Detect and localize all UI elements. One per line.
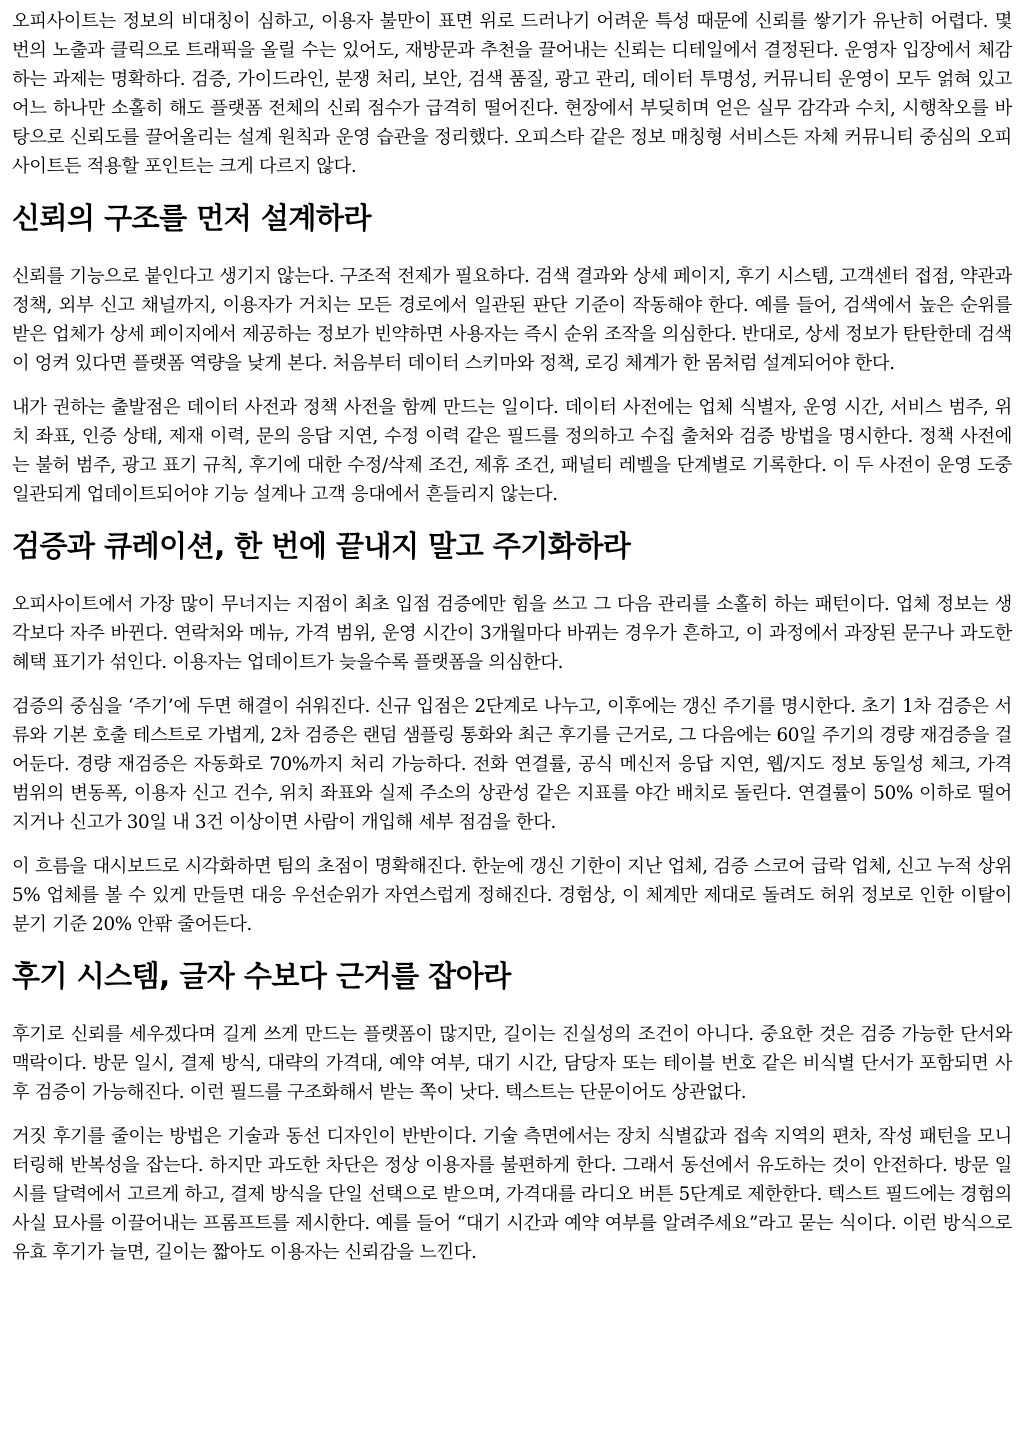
- section-heading-trust-structure: 신뢰의 구조를 먼저 설계하라: [12, 201, 371, 235]
- section-paragraph: 거짓 후기를 줄이는 방법은 기술과 동선 디자인이 반반이다. 기술 측면에서는 장치 식별값과 접속 지역의 편차, 작성 패턴을 모니터링해 반복성을 잡는다. 하지만 과도한 차단은 정상 이용자를 불편하게 한다. 그래서 동선에서 유도하는 것이 안전하다. 방문 일시를 달력에서 고르게 하고, 결제 방식을 단일 선택으로 받으며, 가격대를 라디오 버튼 5단계로 제한한다. 텍스트 필드에는 경험의 사실 묘사를 이끌어내는 프롬프트를 제시한다. 예를 들어 “대기 시간과 예약 여부를 알려주세요”라고 묻는 식이다. 이런 방식으로 유효 후기가 늘면, 길이는 짧아도 이용자는 신뢰감을 느낀다.: [12, 1126, 1012, 1263]
- section-paragraph: 내가 권하는 출발점은 데이터 사전과 정책 사전을 함께 만드는 일이다. 데이터 사전에는 업체 식별자, 운영 시간, 서비스 범주, 위치 좌표, 인증 상태, 제재 이력, 문의 응답 지연, 수정 이력 같은 필드를 정의하고 수집 출처와 검증 방법을 명시한다. 정책 사전에는 불허 범주, 광고 표기 규칙, 후기에 대한 수정/삭제 조건, 제휴 조건, 패널티 레벨을 단계별로 기록한다. 이 두 사전이 운영 도중 일관되게 업데이트되어야 기능 설계나 고객 응대에서 흔들리지 않는다.: [12, 397, 1012, 505]
- intro-paragraph: 오피사이트는 정보의 비대칭이 심하고, 이용자 불만이 표면 위로 드러나기 어려운 특성 때문에 신뢰를 쌓기가 유난히 어렵다. 몇 번의 노출과 클릭으로 트래픽을 올릴 수는 있어도, 재방문과 추천을 끌어내는 신뢰는 디테일에서 결정된다. 운영자 입장에서 체감하는 과제는 명확하다. 검증, 가이드라인, 분쟁 처리, 보안, 검색 품질, 광고 관리, 데이터 투명성, 커뮤니티 운영이 모두 얽혀 있고 어느 하나만 소홀히 해도 플랫폼 전체의 신뢰 점수가 급격히 떨어진다. 현장에서 부딪히며 얻은 실무 감각과 수치, 시행착오를 바탕으로 신뢰도를 끌어올리는 설계 원칙과 운영 습관을 정리했다. 오피스타 같은 정보 매칭형 서비스든 자체 커뮤니티 중심의 오피사이트든 적용할 포인트는 크게 다르지 않다.: [12, 11, 1012, 177]
- section-paragraph: 검증의 중심을 ‘주기’에 두면 해결이 쉬워진다. 신규 입점은 2단계로 나누고, 이후에는 갱신 주기를 명시한다. 초기 1차 검증은 서류와 기본 호출 테스트로 가볍게, 2차 검증은 랜덤 샘플링 통화와 최근 후기를 근거로, 그 다음에는 60일 주기의 경량 재검증을 걸어둔다. 경량 재검증은 자동화로 70%까지 처리 가능하다. 전화 연결률, 공식 메신저 응답 지연, 웹/지도 정보 동일성 체크, 가격 범위의 변동폭, 이용자 신고 건수, 위치 좌표와 실제 주소의 상관성 같은 지표를 야간 배치로 돌린다. 연결률이 50% 이하로 떨어지거나 신고가 30일 내 3건 이상이면 사람이 개입해 세부 점검을 한다.: [12, 696, 1012, 833]
- section-heading-review-system: 후기 시스템, 글자 수보다 근거를 잡아라: [12, 959, 511, 993]
- section-paragraph: 신뢰를 기능으로 붙인다고 생기지 않는다. 구조적 전제가 필요하다. 검색 결과와 상세 페이지, 후기 시스템, 고객센터 접점, 약관과 정책, 외부 신고 채널까지, 이용자가 거치는 모든 경로에서 일관된 판단 기준이 작동해야 한다. 예를 들어, 검색에서 높은 순위를 받은 업체가 상세 페이지에서 제공하는 정보가 빈약하면 사용자는 즉시 순위 조작을 의심한다. 반대로, 상세 정보가 탄탄한데 검색이 엉켜 있다면 플랫폼 역량을 낮게 본다. 처음부터 데이터 스키마와 정책, 로깅 체계가 한 몸처럼 설계되어야 한다.: [12, 266, 1012, 374]
- section-paragraph: 이 흐름을 대시보드로 시각화하면 팀의 초점이 명확해진다. 한눈에 갱신 기한이 지난 업체, 검증 스코어 급락 업체, 신고 누적 상위 5% 업체를 볼 수 있게 만들면 대응 우선순위가 자연스럽게 정해진다. 경험상, 이 체계만 제대로 돌려도 허위 정보로 인한 이탈이 분기 기준 20% 안팎 줄어든다.: [12, 856, 1012, 935]
- section-heading-verification-curation: 검증과 큐레이션, 한 번에 끝내지 말고 주기화하라: [12, 529, 631, 563]
- section-paragraph: 오피사이트에서 가장 많이 무너지는 지점이 최초 입점 검증에만 힘을 쓰고 그 다음 관리를 소홀히 하는 패턴이다. 업체 정보는 생각보다 자주 바뀐다. 연락처와 메뉴, 가격 범위, 운영 시간이 3개월마다 바뀌는 경우가 흔하고, 이 과정에서 과장된 문구나 과도한 혜택 표기가 섞인다. 이용자는 업데이트가 늦을수록 플랫폼을 의심한다.: [12, 594, 1012, 673]
- section-paragraph: 후기로 신뢰를 세우겠다며 길게 쓰게 만드는 플랫폼이 많지만, 길이는 진실성의 조건이 아니다. 중요한 것은 검증 가능한 단서와 맥락이다. 방문 일시, 결제 방식, 대략의 가격대, 예약 여부, 대기 시간, 담당자 또는 테이블 번호 같은 비식별 단서가 포함되면 사후 검증이 가능해진다. 이런 필드를 구조화해서 받는 쪽이 낫다. 텍스트는 단문이어도 상관없다.: [12, 1024, 1012, 1103]
